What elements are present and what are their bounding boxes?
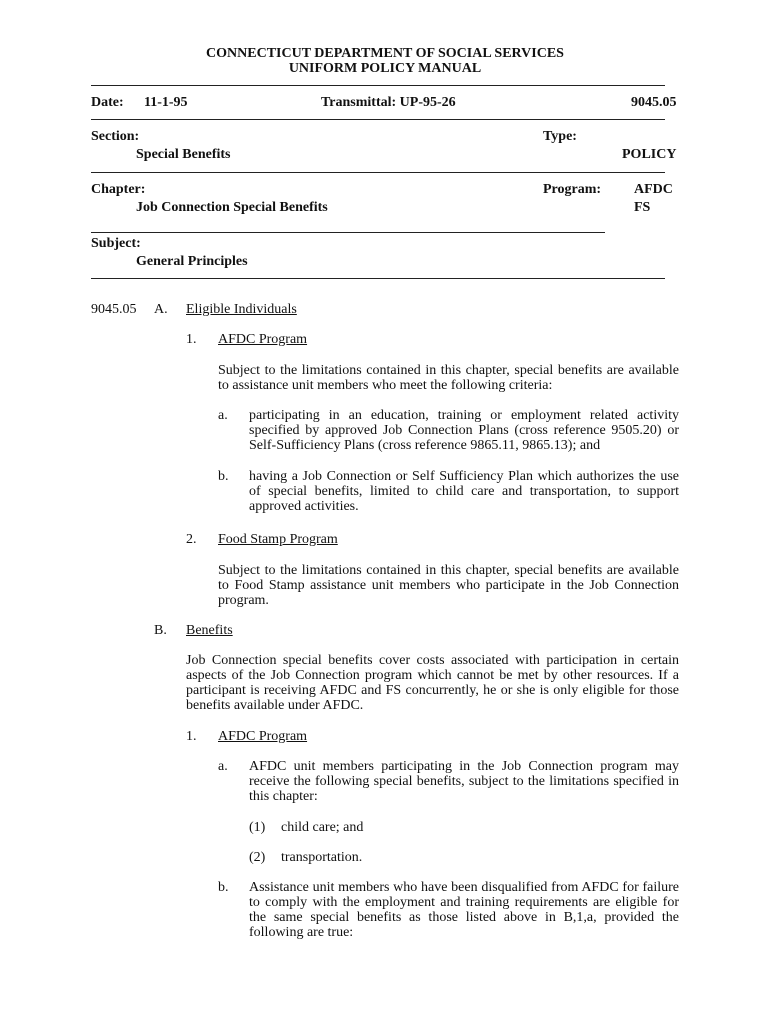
item-label-b: B. xyxy=(154,623,167,638)
divider xyxy=(91,232,605,233)
type-label: Type: xyxy=(543,129,577,144)
item-number: 1. xyxy=(186,332,197,347)
heading-eligible-individuals: Eligible Individuals xyxy=(186,302,297,317)
divider xyxy=(91,85,665,86)
type-value: POLICY xyxy=(622,147,677,162)
paragraph: Subject to the limitations contained in this chapter, special benefits are available to assistance unit members who meet the following criteria: xyxy=(218,363,679,393)
program-label: Program: xyxy=(543,182,602,197)
section-number: 9045.05 xyxy=(91,302,137,317)
divider xyxy=(91,278,665,279)
subject-label: Subject: xyxy=(91,236,141,251)
item-label-2: (2) xyxy=(249,850,266,865)
subject-value: General Principles xyxy=(136,254,248,269)
item-label-1: (1) xyxy=(249,820,266,835)
date-value: 11-1-95 xyxy=(144,95,188,110)
paragraph: AFDC unit members participating in the Job Connection program may receive the following special benefits, subject to the limitations specified in this chapter: xyxy=(249,759,679,804)
paragraph: Job Connection special benefits cover costs associated with participation in certain aspects of the Job Connection program which cannot be met by other resources. If a participant is receiving AFDC and FS concurrently, he or she is only eligible for those benefits available under AFDC. xyxy=(186,653,679,713)
heading-benefits: Benefits xyxy=(186,623,233,638)
paragraph: Subject to the limitations contained in this chapter, special benefits are available to Food Stamp assistance unit members who participate in the Job Connection program. xyxy=(218,563,679,608)
manual-title: UNIFORM POLICY MANUAL xyxy=(288,61,482,76)
heading-afdc-program: AFDC Program xyxy=(218,332,308,347)
section-value: Special Benefits xyxy=(136,147,231,162)
doc-number: 9045.05 xyxy=(631,95,677,110)
transmittal: Transmittal: UP-95-26 xyxy=(321,95,456,110)
divider xyxy=(91,119,665,120)
paragraph: Assistance unit members who have been disqualified from AFDC for failure to comply with the employment and training requirements are eligible for the same special benefits as those listed above in B,1,a, provided the following are true: xyxy=(249,880,679,940)
section-label: Section: xyxy=(91,129,140,144)
list-item: child care; and xyxy=(281,820,364,835)
chapter-label: Chapter: xyxy=(91,182,146,197)
program-fs: FS xyxy=(634,200,651,215)
list-item: transportation. xyxy=(281,850,363,865)
heading-afdc-program: AFDC Program xyxy=(218,729,308,744)
item-label-a: a. xyxy=(218,408,228,423)
paragraph: participating in an education, training or employment related activity specified by approved Job Connection Plans (cross reference 9505.20) or Self-Sufficiency Plans (cross reference 9865.11, 9865.13); and xyxy=(249,408,679,453)
item-number: 2. xyxy=(186,532,197,547)
date-label: Date: xyxy=(91,95,124,110)
paragraph: having a Job Connection or Self Sufficiency Plan which authorizes the use of special benefits, limited to child care and transportation, to support approved activities. xyxy=(249,469,679,514)
item-label-b: b. xyxy=(218,880,229,895)
chapter-value: Job Connection Special Benefits xyxy=(136,200,328,215)
program-afdc: AFDC xyxy=(634,182,673,197)
heading-food-stamp-program: Food Stamp Program xyxy=(218,532,338,547)
item-label-b: b. xyxy=(218,469,229,484)
item-label-a: A. xyxy=(154,302,168,317)
divider xyxy=(91,172,665,173)
item-number: 1. xyxy=(186,729,197,744)
item-label-a: a. xyxy=(218,759,228,774)
agency-title: CONNECTICUT DEPARTMENT OF SOCIAL SERVICES xyxy=(206,46,564,61)
